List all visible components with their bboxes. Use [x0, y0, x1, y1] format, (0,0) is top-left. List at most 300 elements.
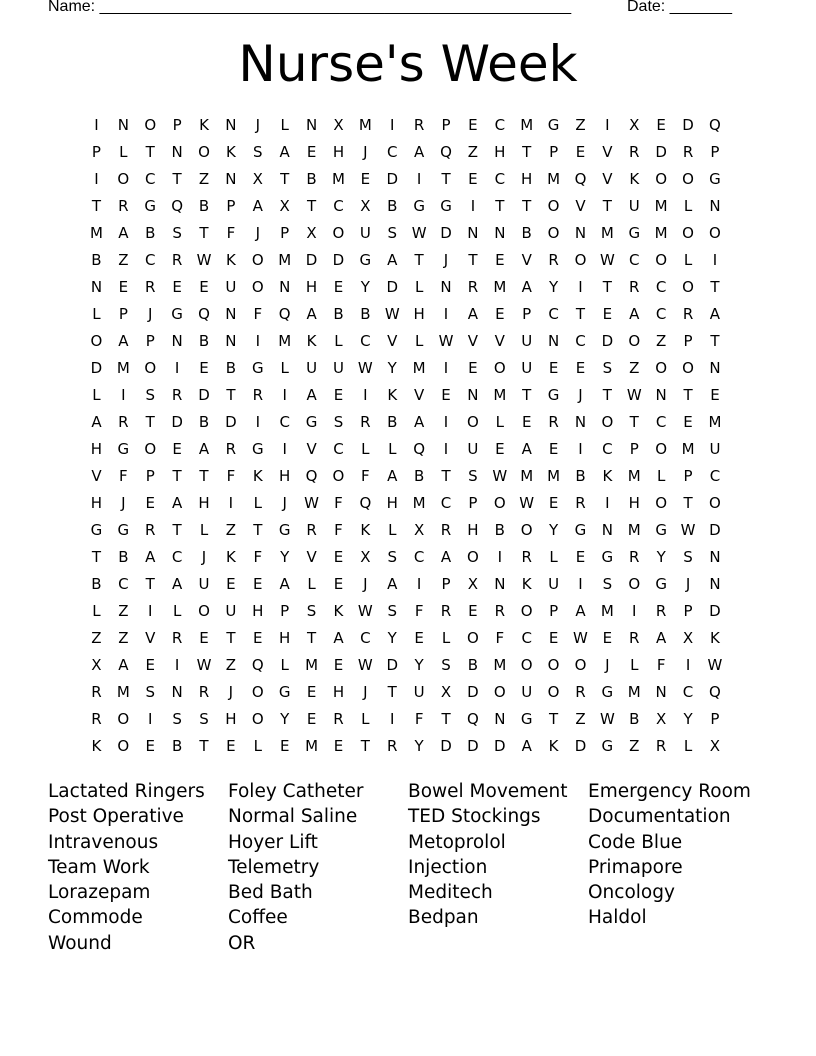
grid-letter: R	[629, 278, 640, 296]
grid-letter: D	[332, 251, 345, 269]
grid-letter: K	[333, 602, 344, 620]
grid-letter: J	[363, 575, 368, 593]
grid-letter: S	[387, 602, 397, 620]
grid-letter: P	[468, 494, 478, 512]
grid-letter: T	[306, 197, 317, 215]
grid-row	[83, 355, 743, 382]
grid-letter: I	[632, 602, 637, 620]
grid-letter: M	[331, 170, 345, 188]
grid-letter: O	[655, 494, 668, 512]
grid-letter: S	[253, 143, 263, 161]
grid-letter: Z	[656, 332, 667, 350]
grid-letter: Y	[387, 359, 397, 377]
word-list-item: Intravenous	[48, 831, 159, 853]
grid-letter: V	[306, 440, 317, 458]
grid-letter: G	[601, 737, 614, 755]
grid-letter: L	[414, 332, 424, 350]
grid-letter: W	[411, 224, 427, 242]
grid-letter: C	[629, 251, 640, 269]
grid-letter: U	[413, 683, 425, 701]
grid-letter: Z	[198, 170, 210, 188]
grid-letter: X	[91, 656, 102, 674]
grid-letter: C	[575, 332, 586, 350]
grid-letter: T	[602, 278, 612, 296]
grid-row	[83, 733, 743, 760]
grid-letter: T	[441, 170, 451, 188]
grid-letter: S	[441, 656, 451, 674]
grid-letter: A	[521, 278, 532, 296]
grid-letter: T	[91, 197, 102, 215]
grid-letter: O	[117, 710, 130, 728]
grid-letter: E	[279, 737, 290, 755]
grid-letter: R	[682, 305, 694, 323]
grid-letter: X	[682, 629, 694, 647]
grid-letter: O	[251, 683, 264, 701]
grid-letter: M	[89, 224, 103, 242]
grid-letter: R	[548, 251, 559, 269]
grid-letter: E	[360, 170, 371, 188]
grid-letter: P	[710, 710, 720, 728]
grid-letter: E	[145, 737, 155, 755]
grid-letter: D	[386, 278, 399, 296]
grid-letter: N	[225, 116, 237, 134]
grid-letter: U	[225, 278, 237, 296]
grid-letter: C	[655, 305, 667, 323]
grid-letter: Z	[91, 629, 102, 647]
grid-row	[83, 679, 743, 706]
word-list-item: Wound	[48, 932, 112, 954]
grid-letter: I	[685, 656, 691, 674]
grid-letter: P	[441, 575, 451, 593]
grid-letter: V	[467, 332, 479, 350]
grid-letter: K	[199, 116, 209, 134]
grid-letter: N	[225, 170, 237, 188]
grid-letter: D	[494, 737, 506, 755]
grid-letter: C	[333, 440, 344, 458]
grid-letter: Y	[414, 656, 424, 674]
grid-letter: S	[387, 224, 397, 242]
grid-letter: L	[334, 332, 343, 350]
grid-letter: F	[495, 629, 505, 647]
grid-letter: A	[118, 224, 129, 242]
grid-letter: T	[414, 251, 424, 269]
grid-letter: E	[118, 278, 129, 296]
grid-letter: J	[255, 224, 260, 242]
word-list-row	[48, 779, 768, 804]
grid-row	[83, 112, 743, 139]
grid-letter: L	[280, 116, 289, 134]
grid-letter: T	[387, 683, 397, 701]
word-list-row	[48, 931, 768, 956]
grid-letter: J	[255, 116, 260, 134]
grid-letter: R	[118, 197, 129, 215]
word-list-item: Commode	[48, 907, 143, 929]
grid-letter: Z	[225, 521, 237, 539]
grid-letter: W	[599, 251, 615, 269]
grid-letter: O	[574, 656, 587, 674]
grid-letter: H	[628, 494, 640, 512]
grid-letter: O	[493, 494, 506, 512]
grid-letter: Y	[414, 737, 424, 755]
grid-letter: M	[627, 521, 641, 539]
grid-letter: O	[709, 224, 721, 242]
grid-letter: N	[494, 710, 506, 728]
grid-letter: M	[600, 224, 614, 242]
grid-letter: R	[494, 602, 506, 620]
grid-letter: M	[493, 656, 507, 674]
grid-letter: E	[199, 278, 209, 296]
grid-letter: D	[709, 521, 721, 539]
page-title: Nurse's Week	[238, 35, 578, 93]
grid-letter: Z	[575, 710, 586, 728]
grid-letter: K	[225, 251, 236, 269]
grid-letter: M	[681, 440, 695, 458]
grid-letter: G	[709, 170, 721, 188]
grid-letter: P	[145, 332, 155, 350]
grid-letter: E	[333, 386, 344, 404]
grid-letter: P	[441, 116, 451, 134]
grid-letter: P	[710, 143, 720, 161]
grid-letter: E	[468, 116, 478, 134]
grid-letter: T	[629, 413, 639, 431]
word-list-item: Bowel Movement	[408, 781, 568, 802]
grid-letter: E	[172, 440, 182, 458]
grid-letter: L	[441, 629, 451, 647]
grid-letter: U	[306, 359, 318, 377]
grid-letter: J	[605, 656, 610, 674]
grid-letter: Z	[118, 251, 129, 269]
grid-letter: C	[494, 170, 506, 188]
grid-letter: Z	[225, 656, 237, 674]
grid-letter: B	[91, 251, 102, 269]
grid-letter: L	[119, 143, 128, 161]
grid-letter: M	[547, 170, 561, 188]
grid-letter: A	[306, 386, 317, 404]
grid-letter: N	[709, 575, 721, 593]
grid-letter: R	[575, 494, 586, 512]
grid-letter: H	[521, 170, 533, 188]
grid-letter: H	[90, 494, 103, 512]
word-list	[48, 779, 768, 956]
grid-letter: O	[628, 332, 641, 350]
grid-row	[83, 490, 743, 517]
word-list-row	[48, 905, 768, 930]
grid-letter: Q	[171, 197, 184, 215]
grid-letter: B	[118, 548, 129, 566]
grid-letter: B	[306, 170, 317, 188]
grid-letter: C	[387, 143, 398, 161]
grid-letter: R	[682, 143, 694, 161]
word-list-item: Haldol	[588, 907, 647, 929]
grid-letter: E	[333, 548, 344, 566]
grid-letter: O	[198, 143, 210, 161]
grid-row	[83, 598, 743, 625]
grid-letter: B	[333, 305, 344, 323]
grid-letter: L	[280, 359, 289, 377]
grid-letter: Y	[280, 710, 290, 728]
grid-letter: H	[252, 602, 264, 620]
grid-letter: T	[226, 386, 236, 404]
grid-letter: Y	[549, 278, 559, 296]
grid-letter: R	[145, 278, 156, 296]
grid-letter: S	[683, 548, 693, 566]
word-list-item: OR	[228, 932, 256, 954]
grid-letter: L	[630, 656, 639, 674]
grid-letter: V	[387, 332, 398, 350]
grid-letter: M	[520, 116, 534, 134]
grid-letter: E	[468, 359, 478, 377]
grid-letter: N	[547, 332, 560, 350]
grid-letter: O	[547, 683, 560, 701]
grid-letter: K	[602, 467, 613, 485]
grid-letter: C	[548, 305, 559, 323]
grid-letter: L	[199, 521, 209, 539]
grid-letter: L	[307, 575, 316, 593]
grid-letter: O	[655, 170, 668, 188]
grid-letter: A	[279, 575, 290, 593]
word-list-item: Bed Bath	[228, 882, 313, 904]
grid-letter: I	[390, 710, 395, 728]
grid-letter: O	[520, 602, 533, 620]
grid-letter: S	[602, 575, 613, 593]
grid-letter: U	[521, 683, 533, 701]
grid-letter: Q	[440, 143, 452, 161]
grid-letter: A	[467, 305, 479, 323]
grid-letter: T	[441, 710, 451, 728]
grid-letter: O	[144, 116, 157, 134]
grid-letter: T	[253, 521, 263, 539]
grid-letter: T	[683, 386, 693, 404]
grid-letter: E	[199, 629, 209, 647]
grid-letter: N	[709, 359, 721, 377]
grid-letter: O	[655, 251, 668, 269]
grid-letter: G	[278, 683, 291, 701]
grid-letter: V	[145, 629, 156, 647]
grid-letter: I	[148, 602, 153, 620]
grid-letter: G	[144, 197, 157, 215]
grid-letter: A	[171, 494, 183, 512]
grid-letter: E	[145, 494, 155, 512]
grid-letter: O	[90, 332, 103, 350]
grid-letter: M	[493, 278, 507, 296]
grid-letter: Y	[656, 548, 666, 566]
word-list-item: Oncology	[588, 882, 675, 904]
grid-letter: J	[685, 575, 691, 593]
grid-letter: O	[574, 251, 587, 269]
grid-letter: I	[443, 359, 449, 377]
grid-letter: K	[710, 629, 720, 647]
grid-letter: H	[90, 440, 103, 458]
grid-letter: G	[251, 359, 264, 377]
word-list-item: Emergency Room	[588, 781, 751, 802]
grid-letter: T	[199, 737, 209, 755]
grid-letter: O	[144, 359, 157, 377]
grid-letter: N	[709, 197, 721, 215]
grid-letter: T	[522, 197, 532, 215]
grid-letter: L	[172, 602, 182, 620]
grid-letter: D	[467, 737, 479, 755]
grid-letter: G	[278, 521, 291, 539]
grid-letter: I	[390, 116, 395, 134]
grid-letter: N	[225, 305, 237, 323]
grid-row	[83, 625, 743, 652]
grid-letter: E	[468, 170, 478, 188]
grid-letter: K	[306, 332, 317, 350]
grid-letter: E	[306, 710, 317, 728]
grid-letter: T	[710, 332, 720, 350]
grid-letter: V	[602, 170, 613, 188]
grid-row	[83, 301, 743, 328]
grid-letter: G	[440, 197, 452, 215]
grid-letter: B	[387, 413, 398, 431]
grid-letter: B	[198, 332, 210, 350]
grid-letter: F	[414, 602, 424, 620]
grid-letter: O	[601, 413, 614, 431]
grid-row	[83, 247, 743, 274]
grid-letter: H	[305, 278, 318, 296]
grid-letter: L	[361, 710, 370, 728]
grid-letter: E	[548, 494, 559, 512]
grid-letter: G	[601, 683, 614, 701]
grid-letter: X	[360, 197, 371, 215]
grid-letter: R	[413, 116, 425, 134]
grid-letter: Q	[251, 656, 264, 674]
grid-row	[83, 544, 743, 571]
grid-letter: V	[91, 467, 102, 485]
grid-letter: M	[412, 359, 426, 377]
grid-letter: H	[279, 467, 291, 485]
grid-letter: C	[440, 494, 452, 512]
grid-letter: O	[251, 710, 264, 728]
grid-letter: R	[548, 413, 559, 431]
grid-letter: P	[549, 602, 559, 620]
grid-letter: I	[712, 251, 718, 269]
word-list-item: Normal Saline	[228, 806, 358, 828]
grid-letter: T	[91, 548, 102, 566]
grid-letter: Z	[467, 143, 479, 161]
grid-letter: Q	[413, 440, 426, 458]
grid-letter: E	[548, 440, 559, 458]
grid-letter: H	[386, 494, 398, 512]
grid-letter: X	[413, 521, 425, 539]
grid-letter: W	[304, 494, 319, 512]
grid-letter: H	[494, 143, 506, 161]
grid-letter: A	[118, 332, 129, 350]
grid-letter: K	[521, 575, 532, 593]
grid-letter: N	[494, 224, 506, 242]
grid-letter: B	[360, 305, 371, 323]
grid-letter: H	[332, 683, 345, 701]
grid-letter: W	[196, 656, 212, 674]
grid-letter: E	[495, 305, 505, 323]
grid-letter: C	[333, 197, 344, 215]
grid-letter: U	[521, 359, 533, 377]
grid-letter: R	[171, 251, 183, 269]
grid-letter: M	[708, 413, 722, 431]
grid-letter: L	[92, 602, 101, 620]
grid-letter: O	[655, 440, 668, 458]
grid-letter: F	[226, 467, 236, 485]
grid-letter: R	[467, 278, 479, 296]
grid-letter: R	[171, 386, 183, 404]
grid-letter: U	[332, 359, 344, 377]
grid-letter: I	[443, 305, 449, 323]
grid-letter: C	[682, 683, 694, 701]
grid-row	[83, 328, 743, 355]
grid-letter: A	[414, 143, 425, 161]
grid-letter: I	[605, 116, 610, 134]
grid-letter: R	[360, 413, 371, 431]
grid-letter: T	[199, 467, 209, 485]
grid-letter: V	[414, 386, 425, 404]
grid-letter: X	[279, 197, 290, 215]
grid-letter: X	[629, 116, 640, 134]
word-list-item: Coffee	[228, 907, 288, 929]
grid-letter: Y	[360, 278, 370, 296]
grid-letter: X	[467, 575, 479, 593]
grid-letter: O	[682, 170, 694, 188]
grid-row	[83, 517, 743, 544]
grid-letter: L	[388, 521, 397, 539]
grid-row	[83, 274, 743, 301]
grid-letter: A	[656, 629, 667, 647]
word-list-item: Code Blue	[588, 831, 683, 853]
grid-letter: L	[683, 251, 693, 269]
grid-letter: S	[145, 683, 155, 701]
grid-letter: R	[225, 440, 237, 458]
grid-letter: D	[601, 332, 614, 350]
grid-letter: Z	[629, 359, 640, 377]
grid-letter: T	[441, 467, 451, 485]
grid-letter: P	[683, 467, 693, 485]
grid-letter: T	[199, 224, 209, 242]
grid-letter: L	[495, 413, 504, 431]
grid-letter: M	[116, 359, 130, 377]
grid-letter: J	[228, 683, 234, 701]
grid-letter: G	[359, 251, 372, 269]
grid-letter: O	[520, 656, 533, 674]
grid-letter: E	[172, 278, 182, 296]
grid-letter: F	[414, 710, 424, 728]
grid-letter: S	[145, 386, 155, 404]
grid-letter: E	[575, 143, 586, 161]
grid-letter: I	[363, 386, 368, 404]
grid-letter: N	[709, 548, 721, 566]
grid-letter: C	[360, 629, 371, 647]
grid-letter: A	[252, 197, 263, 215]
grid-letter: A	[198, 440, 210, 458]
grid-letter: R	[91, 683, 102, 701]
grid-letter: T	[172, 521, 182, 539]
grid-letter: R	[521, 548, 532, 566]
grid-letter: B	[413, 467, 425, 485]
grid-letter: N	[305, 116, 318, 134]
grid-letter: I	[416, 575, 422, 593]
grid-letter: T	[280, 170, 290, 188]
grid-letter: Y	[280, 548, 290, 566]
grid-letter: J	[363, 683, 368, 701]
grid-letter: I	[470, 197, 476, 215]
grid-letter: B	[225, 359, 237, 377]
grid-letter: D	[709, 602, 721, 620]
grid-letter: Q	[574, 170, 587, 188]
grid-letter: K	[225, 548, 236, 566]
word-list-item: Team Work	[48, 856, 150, 878]
grid-letter: J	[282, 494, 287, 512]
grid-letter: N	[494, 575, 506, 593]
grid-letter: Z	[575, 116, 586, 134]
grid-letter: P	[549, 143, 559, 161]
